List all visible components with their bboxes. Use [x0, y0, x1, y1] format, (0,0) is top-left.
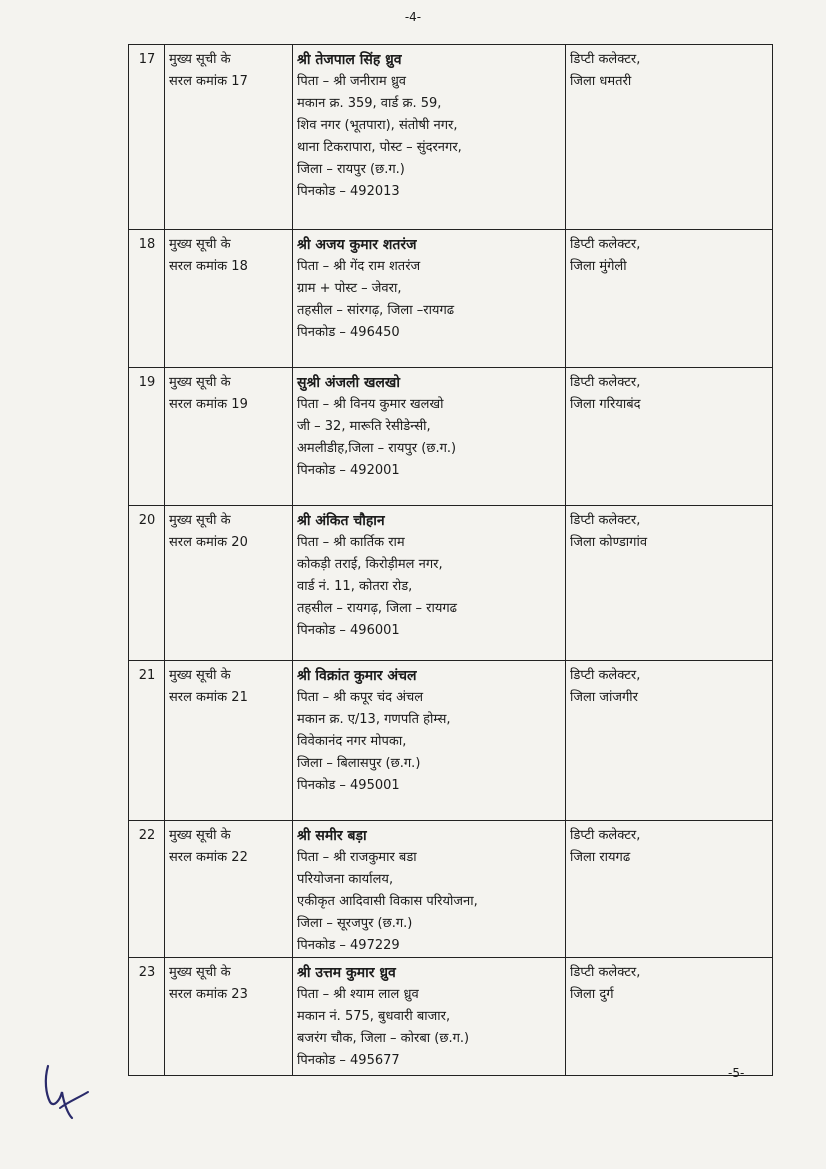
officer-details-cell — [293, 506, 566, 661]
address-line: पिता – श्री राजकुमार बडा — [297, 850, 417, 865]
officer-details-cell — [293, 661, 566, 821]
reference-cell — [165, 230, 293, 368]
address-line: विवेकानंद नगर मोपका, — [297, 734, 407, 749]
posting-line: डिप्टी कलेक्टर, — [570, 828, 641, 843]
address-line: जिला – सूरजपुर (छ.ग.) — [297, 916, 413, 931]
records-table — [128, 44, 773, 1076]
reference-line: मुख्य सूची के — [169, 375, 231, 390]
officer-details-cell — [293, 230, 566, 368]
officer-name: श्री तेजपाल सिंह ध्रुव — [297, 52, 402, 68]
posting-line: जिला मुंगेली — [570, 259, 627, 274]
table-row — [129, 230, 773, 368]
officer-name: श्री अंकित चौहान — [297, 513, 385, 529]
reference-line: सरल कमांक 23 — [169, 987, 248, 1002]
reference-line: मुख्य सूची के — [169, 965, 231, 980]
address-line: कोकड़ी तराई, किरोड़ीमल नगर, — [297, 557, 443, 572]
serial-number-cell: 19 — [129, 368, 165, 506]
officer-name: श्री अजय कुमार शतरंज — [297, 237, 417, 253]
address-line: मकान नं. 575, बुधवारी बाजार, — [297, 1009, 451, 1024]
address-line: तहसील – सांरगढ़, जिला –रायगढ — [297, 303, 455, 318]
reference-line: मुख्य सूची के — [169, 668, 231, 683]
reference-line: मुख्य सूची के — [169, 52, 231, 67]
posting-cell — [566, 506, 773, 661]
posting-line: जिला कोण्डागांव — [570, 535, 648, 550]
reference-line: सरल कमांक 20 — [169, 535, 248, 550]
posting-line: जिला दुर्ग — [570, 987, 614, 1002]
posting-line: जिला गरियाबंद — [570, 397, 641, 412]
address-line: पिनकोड – 496450 — [297, 325, 400, 340]
reference-line: सरल कमांक 21 — [169, 690, 248, 705]
reference-cell — [165, 506, 293, 661]
officer-details-cell — [293, 821, 566, 958]
address-line: ग्राम + पोस्ट – जेवरा, — [297, 281, 402, 296]
address-line: शिव नगर (भूतपारा), संतोषी नगर, — [297, 118, 458, 133]
posting-line: डिप्टी कलेक्टर, — [570, 965, 641, 980]
address-line: जिला – रायपुर (छ.ग.) — [297, 162, 405, 177]
reference-line: सरल कमांक 19 — [169, 397, 248, 412]
posting-cell — [566, 821, 773, 958]
posting-cell — [566, 661, 773, 821]
table-row — [129, 958, 773, 1076]
address-line: पिनकोड – 495001 — [297, 778, 400, 793]
serial-number-cell: 17 — [129, 45, 165, 230]
officer-name: श्री विक्रांत कुमार अंचल — [297, 668, 417, 684]
reference-line: सरल कमांक 18 — [169, 259, 248, 274]
posting-line: जिला रायगढ — [570, 850, 631, 865]
table-row — [129, 821, 773, 958]
address-line: जिला – बिलासपुर (छ.ग.) — [297, 756, 421, 771]
officer-details-cell — [293, 45, 566, 230]
address-line: एकीकृत आदिवासी विकास परियोजना, — [297, 894, 478, 909]
officer-details-cell — [293, 958, 566, 1076]
address-line: जी – 32, मारूति रेसीडेन्सी, — [297, 419, 431, 434]
posting-line: डिप्टी कलेक्टर, — [570, 513, 641, 528]
address-line: पिता – श्री कपूर चंद अंचल — [297, 690, 424, 705]
posting-line: डिप्टी कलेक्टर, — [570, 237, 641, 252]
serial-number-cell: 21 — [129, 661, 165, 821]
address-line: परियोजना कार्यालय, — [297, 872, 394, 887]
table-row — [129, 506, 773, 661]
address-line: पिता – श्री विनय कुमार खलखो — [297, 397, 444, 412]
reference-cell — [165, 958, 293, 1076]
reference-line: सरल कमांक 17 — [169, 74, 248, 89]
officer-details-cell — [293, 368, 566, 506]
address-line: पिनकोड – 496001 — [297, 623, 400, 638]
serial-number-cell: 23 — [129, 958, 165, 1076]
reference-line: मुख्य सूची के — [169, 237, 231, 252]
address-line: पिता – श्री जनीराम ध्रुव — [297, 74, 407, 89]
posting-line: जिला जांजगीर — [570, 690, 638, 705]
serial-number-cell: 20 — [129, 506, 165, 661]
address-line: वार्ड नं. 11, कोतरा रोड, — [297, 579, 413, 594]
address-line: पिनकोड – 495677 — [297, 1053, 400, 1068]
posting-line: डिप्टी कलेक्टर, — [570, 668, 641, 683]
address-line: मकान क्र. 359, वार्ड क्र. 59, — [297, 96, 442, 111]
table-row — [129, 661, 773, 821]
address-line: पिता – श्री गेंद राम शतरंज — [297, 259, 421, 274]
page-number: -4- — [404, 10, 422, 24]
signature-initials — [38, 1058, 108, 1132]
serial-number-cell: 22 — [129, 821, 165, 958]
address-line: बजरंग चौक, जिला – कोरबा (छ.ग.) — [297, 1031, 470, 1046]
posting-line: डिप्टी कलेक्टर, — [570, 375, 641, 390]
posting-cell — [566, 230, 773, 368]
address-line: पिता – श्री कार्तिक राम — [297, 535, 405, 550]
officer-name: श्री उत्तम कुमार ध्रुव — [297, 965, 396, 981]
address-line: पिनकोड – 492001 — [297, 463, 400, 478]
address-line: पिनकोड – 497229 — [297, 938, 400, 953]
reference-cell — [165, 661, 293, 821]
reference-line: सरल कमांक 22 — [169, 850, 248, 865]
reference-line: मुख्य सूची के — [169, 513, 231, 528]
address-line: मकान क्र. ए/13, गणपति होम्स, — [297, 712, 451, 727]
posting-cell — [566, 368, 773, 506]
reference-cell — [165, 368, 293, 506]
address-line: तहसील – रायगढ़, जिला – रायगढ — [297, 601, 457, 616]
address-line: पिनकोड – 492013 — [297, 184, 400, 199]
reference-cell — [165, 45, 293, 230]
officer-name: श्री समीर बड़ा — [297, 828, 367, 844]
table-row — [129, 45, 773, 230]
address-line: थाना टिकरापारा, पोस्ट – सुंदरनगर, — [297, 140, 462, 155]
address-line: पिता – श्री श्याम लाल ध्रुव — [297, 987, 419, 1002]
reference-line: मुख्य सूची के — [169, 828, 231, 843]
records-body — [129, 45, 773, 1076]
next-page-number: -5- — [728, 1066, 745, 1080]
address-line: अमलीडीह,जिला – रायपुर (छ.ग.) — [297, 441, 457, 456]
posting-cell — [566, 958, 773, 1076]
reference-cell — [165, 821, 293, 958]
posting-line: डिप्टी कलेक्टर, — [570, 52, 641, 67]
serial-number-cell: 18 — [129, 230, 165, 368]
officer-name: सुश्री अंजली खलखो — [297, 375, 400, 391]
posting-cell — [566, 45, 773, 230]
posting-line: जिला धमतरी — [570, 74, 632, 89]
table-row — [129, 368, 773, 506]
